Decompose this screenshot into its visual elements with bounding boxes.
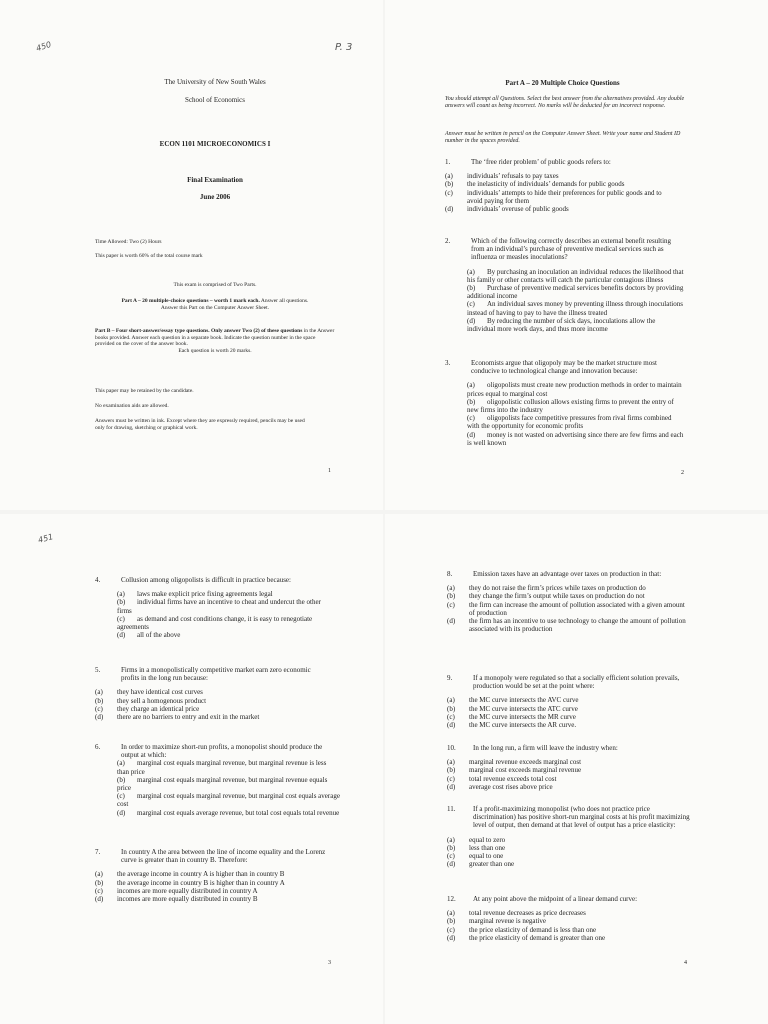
question-number: 7. (95, 848, 101, 856)
exam-page-2 (385, 0, 768, 510)
question-text: If a monopoly were regulated so that a socially efficient solution prevails, production would be set at the point where: (473, 674, 680, 691)
part-b-line3: Each question is worth 20 marks. (178, 347, 252, 354)
course-title: ECON 1101 MICROECONOMICS I (159, 140, 271, 148)
option-a: (a) equal to zero (447, 835, 506, 844)
option-a: (a) the MC curve intersects the AVC curve (447, 696, 579, 705)
question-text: In the long run, a firm will leave the industry when: (473, 744, 618, 752)
option-a: (a) marginal cost equals marginal revenue, but marginal revenue is less than price (117, 759, 327, 776)
option-c: (c) individuals’ attempts to hide their preferences for public goods and to avoid paying for them (445, 188, 662, 205)
question-number: 12. (447, 895, 456, 903)
option-b: (b) the inelasticity of individuals’ demands for public goods (445, 180, 625, 189)
question-number: 1. (445, 158, 451, 166)
question-number: 10. (447, 744, 456, 752)
option-a: (a) they do not raise the firm’s prices while taxes on production do (447, 584, 646, 593)
paper-worth: This paper is worth 60% of the total course mark (95, 253, 203, 259)
question-2 (445, 237, 685, 333)
option-b: (b) less than one (447, 843, 506, 852)
handwritten-page-mark: 451 (37, 532, 55, 545)
part-b-description (95, 328, 335, 354)
option-c: (c) oligopolists face competitive pressures from rival firms combined with the opportunity for economic profits (467, 414, 672, 431)
question-8 (447, 570, 692, 633)
part-b-text: in the Answer books provided. Answer each question in a separate book. Indicate the question number in the space provided on the cover of the answer book. (95, 328, 335, 348)
option-d: (d) the price elasticity of demand is greater than one (447, 933, 606, 942)
question-text: In order to maximize short-run profits, a monopolist should produce the output at which: (121, 743, 323, 760)
part-a-heading: Part A – 20 multiple-choice questions – worth 1 mark each. (121, 298, 260, 304)
option-b: (b) Purchase of preventive medical services benefits doctors by providing additional income (467, 284, 684, 301)
option-a: (a) oligopolists must create new production methods in order to maintain prices equal to marginal cost (467, 381, 682, 398)
option-c: (c) total revenue exceeds total cost (447, 774, 557, 783)
option-a: (a) marginal revenue exceeds marginal cost (447, 758, 582, 767)
question-3 (445, 359, 685, 447)
question-text: In country A the area between the line of income equality and the Lorenz curve is greater than in country B. Therefore: (121, 848, 326, 865)
option-d: (d) there are no barriers to entry and exit in the market (95, 713, 260, 722)
question-text: Collusion among oligopolists is difficult in practice because: (121, 576, 291, 584)
option-d: (d) the firm has an incentive to use technology to change the amount of pollution associated with its production (447, 617, 686, 634)
retained-note: This paper may be retained by the candidate. (95, 388, 194, 394)
question-number: 4. (95, 576, 101, 584)
option-d: (d) money is not wasted on advertising since there are few firms and each is well known (467, 430, 684, 447)
part-a-description (95, 298, 335, 311)
page-number: 4 (684, 960, 687, 966)
option-b: (b) oligopolistic collusion allows existing firms to prevent the entry of new firms into the industry (467, 397, 674, 415)
question-number: 5. (95, 666, 101, 674)
ink-note: Answers must be written in ink. Except where they are expressly required, pencils may be used only for drawing, sketching or graphical work. (95, 418, 305, 431)
exam-title: Final Examination (187, 176, 243, 184)
option-d: (d) all of the above (117, 631, 181, 640)
option-c: (c) they charge an identical price (95, 704, 200, 713)
option-a: (a) they have identical cost curves (95, 688, 203, 697)
exam-parts-intro: This exam is comprised of Two Parts. (173, 282, 257, 288)
option-c: (c) equal to one (447, 852, 504, 861)
question-11 (447, 805, 692, 868)
question-5 (95, 666, 325, 721)
no-aids-note: No examination aids are allowed. (95, 403, 169, 409)
part-a-line2: Answer this Part on the Computer Answer Sheet. (160, 304, 270, 311)
option-a: (a) individuals’ refusals to pay taxes (445, 172, 559, 181)
option-b: (b) they sell a homogenous product (95, 696, 207, 705)
page-number: 2 (681, 470, 684, 476)
question-6 (95, 743, 340, 817)
question-number: 11. (447, 805, 456, 813)
option-d: (d) By reducing the number of sick days, inoculations allow the individual more work days, and thus more income (467, 316, 656, 334)
exam-date: June 2006 (199, 193, 231, 201)
university-name: The University of New South Wales (164, 78, 266, 86)
question-number: 2. (445, 237, 451, 245)
question-9 (447, 674, 692, 729)
question-text: Economists argue that oligopoly may be the market structure most conducive to technological change and innovation because: (471, 359, 657, 376)
question-number: 9. (447, 674, 453, 682)
question-text: The ‘free rider problem’ of public goods refers to: (471, 158, 611, 166)
question-text: Emission taxes have an advantage over taxes on production in that: (473, 570, 662, 578)
option-b: (b) the MC curve intersects the ATC curve (447, 704, 578, 713)
question-12 (447, 895, 692, 942)
question-4 (95, 576, 335, 639)
option-d: (d) greater than one (447, 860, 515, 869)
option-c: (c) as demand and cost conditions change, it is easy to renegotiate agreements (117, 614, 313, 632)
page-number: 1 (328, 468, 331, 474)
option-a: (a) laws make explicit price fixing agreements legal (117, 590, 273, 599)
option-d: (d) the MC curve intersects the AR curve. (447, 721, 577, 730)
question-text: Which of the following correctly describes an external benefit resulting from an individual’s purchase of preventive medical services such as influenza or measles inoculations? (471, 237, 672, 262)
question-10 (447, 744, 692, 791)
option-b: (b) they change the firm’s output while taxes on production do not (447, 592, 645, 601)
instructions-answer-sheet: Answer must be written in pencil on the Computer Answer Sheet. Write your name and Student ID number in the spaces provided. (445, 131, 681, 145)
part-a-text: Answer all questions. (259, 298, 309, 304)
exam-page-3 (0, 514, 383, 1024)
question-1 (445, 158, 670, 213)
option-a: (a) the average income in country A is higher than in country B (95, 870, 285, 879)
option-a: (a) total revenue decreases as price decreases (447, 909, 586, 918)
question-number: 8. (447, 570, 453, 578)
question-7 (95, 848, 340, 903)
option-b: (b) marginal cost exceeds marginal revenue (447, 766, 582, 775)
part-b-heading: Part B – Four short-answer/essay type questions. Only answer Two (2) of these questions (95, 328, 303, 334)
option-a: (a) By purchasing an inoculation an individual reduces the likelihood that his family or other contacts will catch the particular contagious illness (467, 267, 684, 284)
question-number: 6. (95, 743, 101, 751)
question-text: Firms in a monopolistically competitive market earn zero economic profits in the long run because: (121, 666, 311, 683)
option-b: (b) marginal cost equals marginal revenue, but marginal revenue equals price (117, 775, 328, 793)
option-b: (b) the average income in country B is higher than in country A (95, 878, 285, 887)
handwritten-page-label: P. 3 (335, 42, 353, 53)
option-c: (c) the firm can increase the amount of pollution associated with a given amount of production (447, 600, 685, 617)
part-a-title: Part A – 20 Multiple Choice Questions (505, 79, 620, 87)
time-allowed: Time Allowed: Two (2) Hours (95, 239, 162, 245)
question-number: 3. (445, 359, 451, 367)
option-d: (d) individuals’ overuse of public goods (445, 205, 569, 214)
exam-page-4 (385, 514, 768, 1024)
school-name: School of Economics (185, 96, 245, 104)
option-b: (b) individual firms have an incentive to cheat and undercut the other firms (117, 598, 321, 615)
option-c: (c) An individual saves money by preventing illness through inoculations instead of having to pay to have the illness treated (467, 300, 683, 317)
instructions-attempt: You should attempt all Questions. Select the best answer from the alternatives provided. Any double answers will count as being incorrect. No marks will be deducted for an incorrect response. (445, 96, 685, 110)
option-b: (b) marginal reveue is negative (447, 917, 547, 926)
option-d: (d) marginal cost equals average revenue, but total cost equals total revenue (117, 808, 340, 817)
question-text: If a profit-maximizing monopolist (who does not practice price discrimination) has positive short-run marginal costs at his profit maximizing level of output, then demand at that level of output has a price elasticity: (473, 805, 690, 830)
handwritten-page-mark: 450 (34, 39, 53, 54)
page-number: 3 (328, 960, 331, 966)
option-c: (c) marginal cost equals marginal revenue, but marginal cost equals average cost (117, 792, 340, 809)
question-text: At any point above the midpoint of a linear demand curve: (473, 895, 638, 903)
option-c: (c) the price elasticity of demand is less than one (447, 925, 597, 934)
option-d: (d) incomes are more equally distributed in country B (95, 895, 258, 904)
option-c: (c) incomes are more equally distributed in country A (95, 886, 258, 895)
option-c: (c) the MC curve intersects the MR curve (447, 712, 576, 721)
option-d: (d) average cost rises above price (447, 782, 553, 791)
exam-page-1 (0, 0, 383, 510)
